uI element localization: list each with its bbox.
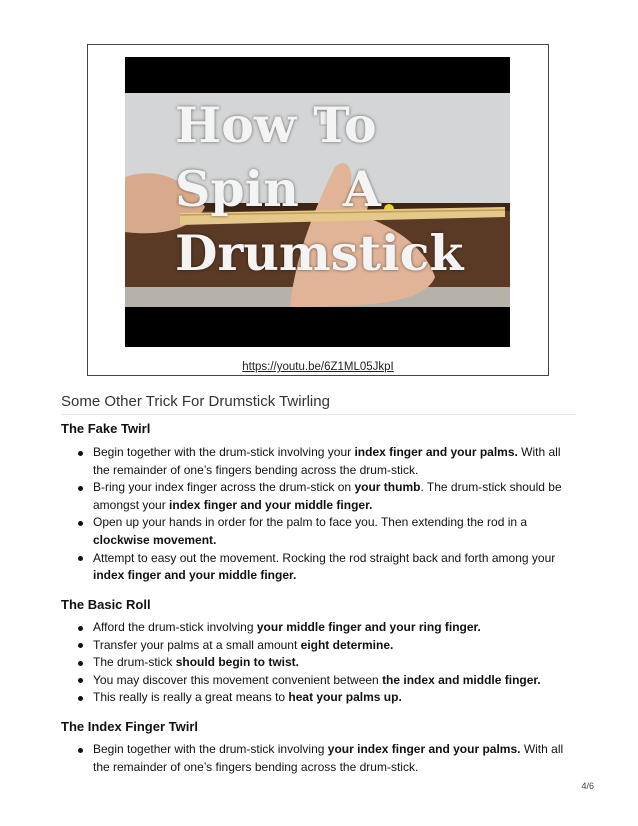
list-item: The drum-stick should begin to twist.	[93, 654, 576, 672]
list-item: Attempt to easy out the movement. Rocking the rod straight back and forth among your index finger and your middle finger.	[93, 550, 576, 585]
list-item: Open up your hands in order for the palm to face you. Then extending the rod in a clockwise movement.	[93, 514, 576, 549]
video-title-line-3: Drumstick	[175, 224, 464, 282]
list-item: B-ring your index finger across the drum-stick on your thumb. The drum-stick should be amongst your index finger and your middle finger.	[93, 479, 576, 514]
fake-twirl-list	[61, 444, 576, 585]
video-title-overlay	[175, 93, 505, 285]
video-thumbnail[interactable]	[125, 57, 510, 347]
section-title: Some Other Trick For Drumstick Twirling	[61, 393, 330, 410]
video-figure	[87, 44, 549, 376]
video-title-word-spin: Spin	[175, 160, 299, 218]
list-item: Transfer your palms at a small amount eight determine.	[93, 637, 576, 655]
heading-basic-roll: The Basic Roll	[61, 597, 151, 612]
video-link[interactable]: https://youtu.be/6Z1ML05JkpI	[242, 361, 394, 373]
video-title-word-a: A	[342, 160, 381, 218]
list-item: Afford the drum-stick involving your middle finger and your ring finger.	[93, 619, 576, 637]
video-title-line-2	[175, 157, 505, 221]
list-item: Begin together with the drum-stick involving your index finger and your palms. With all the remainder of one’s fingers bending across the drum-stick.	[93, 741, 576, 776]
video-title-line-1: How To	[175, 96, 377, 154]
list-item: This really is really a great means to heat your palms up.	[93, 689, 576, 707]
index-twirl-list	[61, 741, 576, 776]
heading-index-finger-twirl: The Index Finger Twirl	[61, 719, 198, 734]
list-item: You may discover this movement convenient between the index and middle finger.	[93, 672, 576, 690]
basic-roll-list	[61, 619, 576, 707]
heading-fake-twirl: The Fake Twirl	[61, 421, 151, 436]
page-number: 4/6	[581, 781, 594, 791]
list-item: Begin together with the drum-stick involving your index finger and your palms. With all the remainder of one’s fingers bending across the drum-stick.	[93, 444, 576, 479]
section-divider	[61, 414, 576, 415]
